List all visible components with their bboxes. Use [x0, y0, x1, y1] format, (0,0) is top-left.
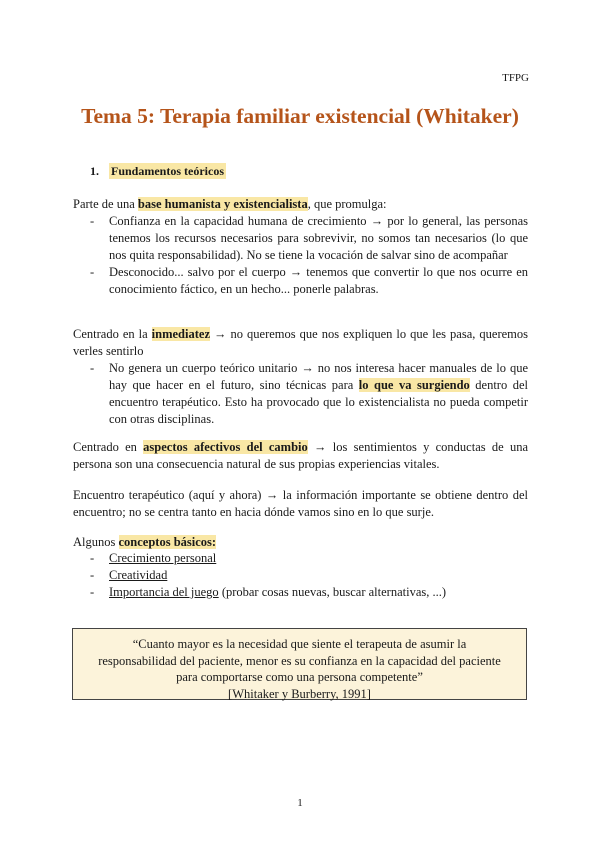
- concept-extra: (probar cosas nuevas, buscar alternativas, ...): [218, 585, 447, 599]
- quote-citation: [Whitaker y Burberry, 1991]: [228, 686, 371, 701]
- concept-item: [73, 550, 528, 567]
- paragraph-affective-post: → los sentimientos y conductas de una persona son una consecuencia natural de sus propias experiencias vitales.: [73, 440, 528, 471]
- list-item: - Confianza en la capacidad humana de crecimiento → por lo general, las personas tenemos los recursos necesarios para sobrevivir, no somos tan necesarios (lo que nos quita responsabilidad). No se tiene la vocación de salvar sino de acompañar: [73, 213, 528, 264]
- paragraph-immediacy-post: → no queremos que nos expliquen lo que les pasa, queremos verles sentirlo: [73, 327, 528, 358]
- concept-label: Crecimiento personal: [109, 551, 217, 565]
- concept-label: Importancia del juego: [109, 585, 219, 599]
- section-heading-text: Fundamentos teóricos: [111, 164, 224, 178]
- paragraph-affective-pre: Centrado en: [73, 440, 144, 454]
- paragraph-concepts-pre: Algunos: [73, 535, 119, 549]
- quote-box: [72, 628, 527, 700]
- paragraph-encounter: Encuentro terapéutico (aquí y ahora) → la información importante se obtiene dentro del encuentro; no se centra tanto en hacia dónde vamos sino en lo que surje.: [73, 488, 528, 519]
- concept-label: Creatividad: [109, 568, 168, 582]
- header-tag: TFPG: [502, 72, 529, 84]
- quote-line: “Cuanto mayor es la necesidad que siente el terapeuta de asumir la: [132, 637, 467, 651]
- paragraph-base-post: , que promulga:: [307, 197, 387, 211]
- list-item-pre: No genera un cuerpo teórico unitario → no nos interesa hacer manuales de lo que hay que hacer en el futuro, sino técnicas para: [109, 361, 528, 392]
- concept-item: [73, 584, 528, 601]
- list-item: - Desconocido... salvo por el cuerpo → tenemos que convertir lo que nos ocurre en conocimiento fáctico, en un hecho... ponerle palabras.: [73, 264, 528, 298]
- paragraph-concepts-highlight: conceptos básicos:: [118, 535, 217, 549]
- paragraph-base-pre: Parte de una: [73, 197, 138, 211]
- paragraph-immediacy: [73, 326, 528, 360]
- paragraph-base-highlight: base humanista y existencialista: [137, 197, 308, 211]
- paragraph-immediacy-pre: Centrado en la: [73, 327, 152, 341]
- page-number: 1: [297, 797, 303, 809]
- section-number: 1.: [90, 164, 99, 178]
- list-item-post: dentro del encuentro terapéutico. Esto ha provocado que lo existencialista no pueda competir con otras disciplinas.: [109, 378, 528, 426]
- paragraph-concepts: [73, 534, 528, 551]
- concepts-list: [73, 550, 528, 601]
- paragraph-affective-highlight: aspectos afectivos del cambio: [143, 440, 308, 454]
- quote-line: responsabilidad del paciente, menor es su confianza en la capacidad del paciente: [98, 653, 501, 668]
- paragraph-base: [73, 196, 528, 213]
- paragraph-affective: [73, 439, 528, 473]
- concept-item: [73, 567, 528, 584]
- list-item: [73, 360, 528, 428]
- list-item-highlight: lo que va surgiendo: [358, 378, 470, 392]
- immediacy-list: [73, 360, 528, 428]
- page-title: Tema 5: Terapia familiar existencial (Whitaker): [81, 104, 519, 128]
- quote-line: para comportarse como una persona competente”: [176, 670, 423, 684]
- paragraph-immediacy-highlight: inmediatez: [151, 327, 210, 341]
- section-heading: [90, 164, 226, 179]
- foundations-list: [73, 213, 528, 298]
